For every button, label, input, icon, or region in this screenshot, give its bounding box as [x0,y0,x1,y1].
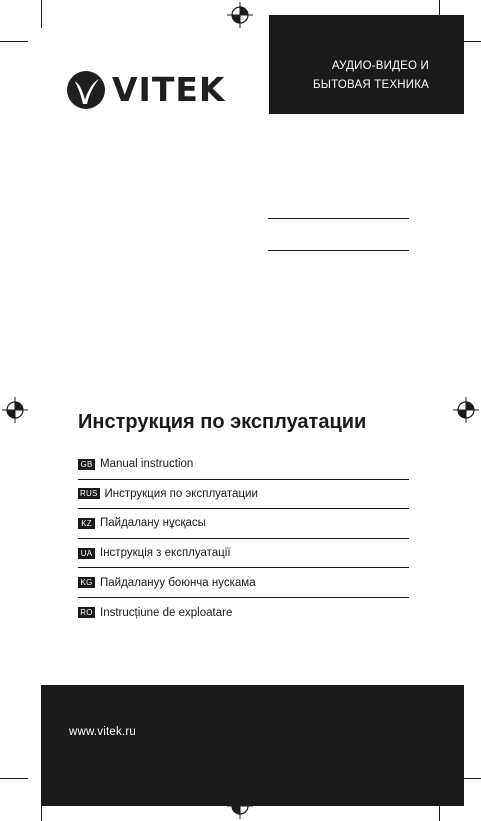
list-item [78,509,409,539]
language-label: Инструкция по эксплуатации [104,487,258,500]
crop-mark [41,0,42,28]
registration-mark-icon [227,2,253,28]
language-code-badge: KZ [78,518,95,529]
brand-tagline-line2: БЫТОВАЯ ТЕХНИКА [313,79,429,91]
footer-box [41,685,464,806]
model-line [268,250,409,251]
registration-mark-icon [453,397,479,423]
vitek-swoosh-logo-icon [66,70,106,110]
language-code-badge: RUS [80,489,98,499]
list-item [78,539,409,569]
brand-tagline [313,57,429,95]
registration-mark-icon [2,397,28,423]
language-code-badge: UA [78,548,95,559]
list-item [78,480,409,510]
language-label: Пайдалану нұсқасы [100,517,206,530]
brand-name: VITEK [112,70,226,109]
language-code-badge: KG [78,577,95,588]
language-label: Інструкція з експлуатації [100,547,231,560]
list-item [78,568,409,598]
crop-mark [0,41,28,42]
brand-tagline-line1: АУДИО-ВИДЕО И [331,60,429,72]
website-link[interactable]: www.vitek.ru [69,726,136,738]
language-code-badge: GB [78,459,95,470]
list-item [78,450,409,480]
manual-title: Инструкция по эксплуатации [78,411,367,433]
language-label: Instrucțiune de exploatare [100,606,233,619]
language-label: Пайдалануу боюнча нускама [100,576,256,589]
language-code-badge: RO [78,607,95,618]
brand-logo [66,70,225,110]
list-item [78,598,409,628]
language-list [78,450,409,628]
language-label: Manual instruction [100,458,194,471]
crop-mark [0,778,28,779]
model-line [268,218,409,219]
